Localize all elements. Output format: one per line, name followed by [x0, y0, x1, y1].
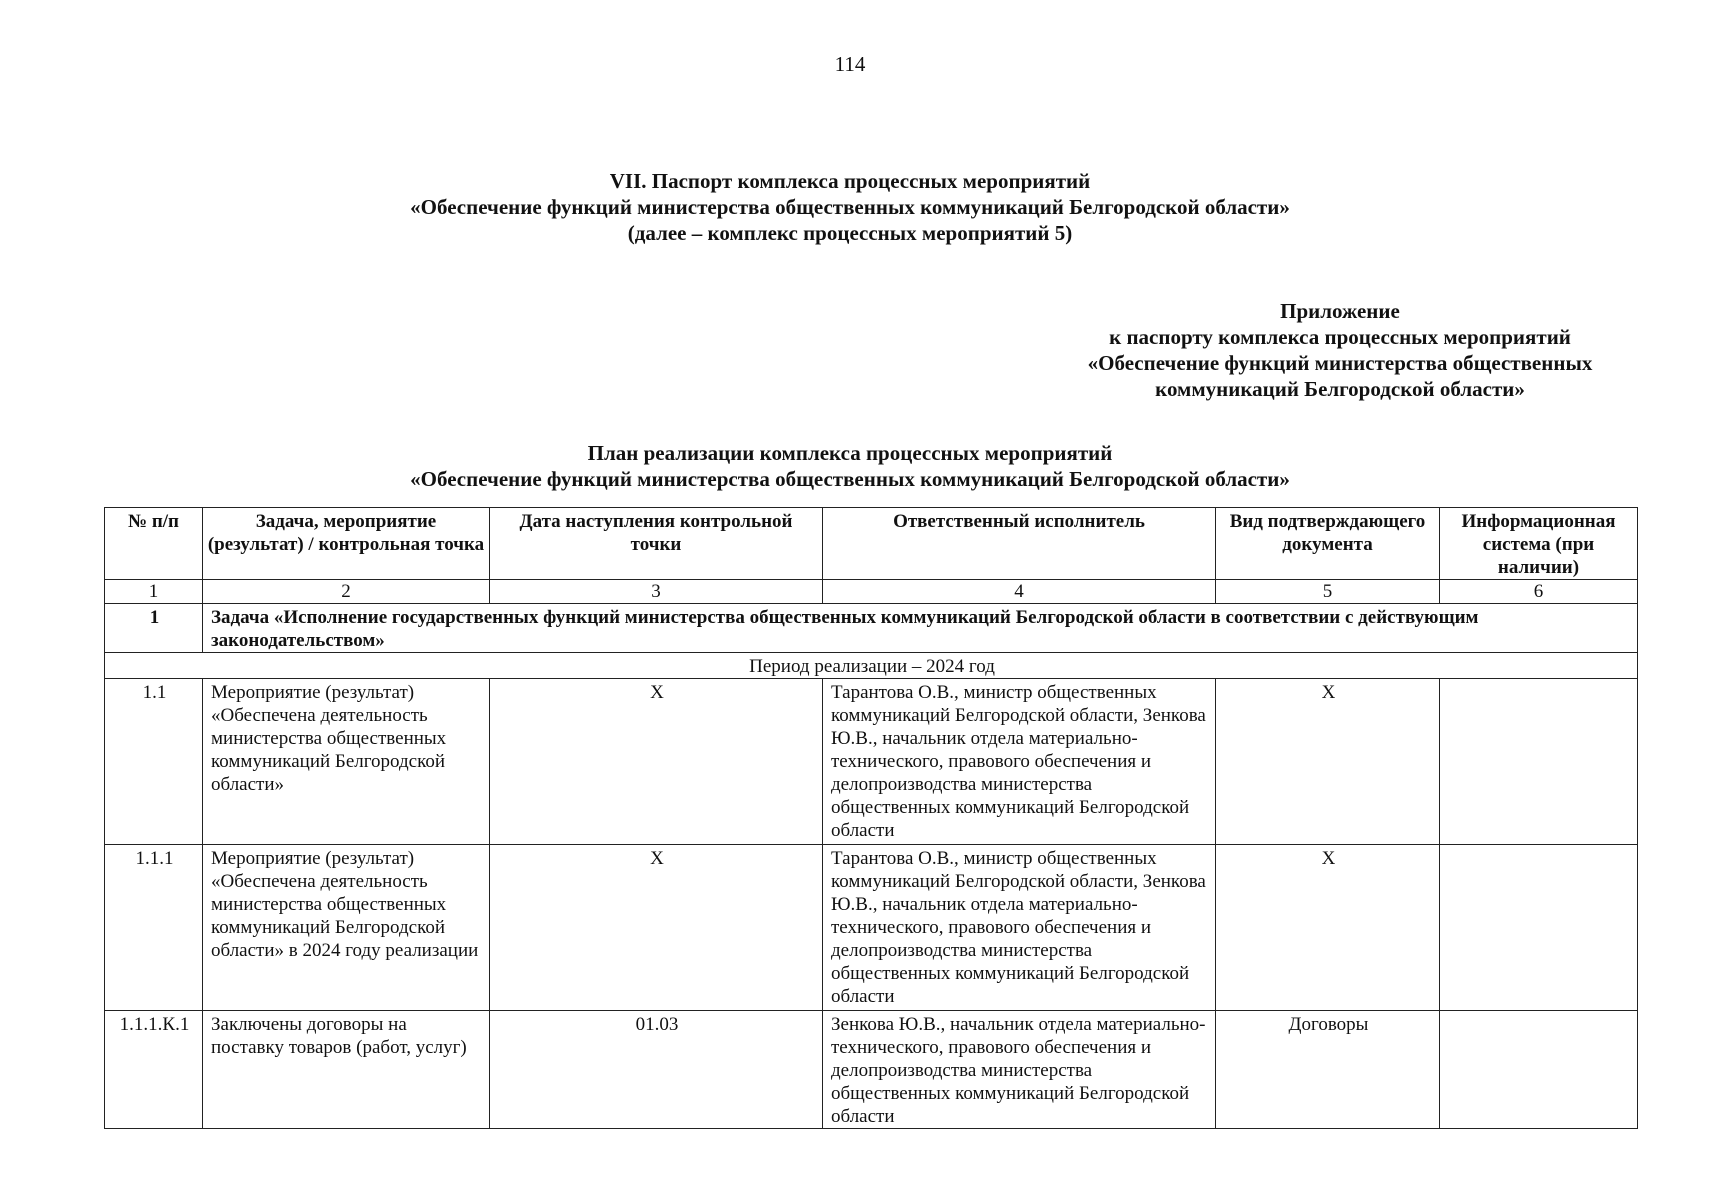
annex-line: коммуникаций Белгородской области»	[1155, 377, 1525, 401]
column-number-cell: 6	[1440, 580, 1638, 604]
row-date-cell: X	[490, 845, 823, 1011]
row-task-cell: Заключены договоры на поставку товаров (работ, услуг)	[203, 1011, 490, 1129]
task-text-cell: Задача «Исполнение государственных функций министерства общественных коммуникаций Белгородской области в соответствии с действующим законодательством»	[203, 604, 1638, 653]
column-number-cell: 5	[1216, 580, 1440, 604]
header-cell: Ответственный исполнитель	[823, 508, 1216, 580]
column-number-cell: 4	[823, 580, 1216, 604]
table-row	[105, 679, 1638, 845]
annex-line: Приложение	[1280, 299, 1400, 323]
row-number-cell: 1.1.1.К.1	[105, 1011, 203, 1129]
row-task-cell: Мероприятие (результат) «Обеспечена деятельность министерства общественных коммуникаций Белгородской области»	[203, 679, 490, 845]
row-document-cell: Договоры	[1216, 1011, 1440, 1129]
table-row	[105, 1011, 1638, 1129]
row-system-cell	[1440, 1011, 1638, 1129]
plan-title	[0, 440, 1700, 492]
period-row	[105, 653, 1638, 679]
passport-title	[0, 168, 1700, 246]
passport-title-line: VII. Паспорт комплекса процессных мероприятий	[609, 169, 1091, 193]
column-number-cell: 2	[203, 580, 490, 604]
column-number-cell: 3	[490, 580, 823, 604]
plan-title-line: План реализации комплекса процессных мероприятий	[587, 441, 1113, 465]
annex-heading	[1060, 298, 1620, 402]
row-number-cell: 1.1	[105, 679, 203, 845]
row-date-cell: 01.03	[490, 1011, 823, 1129]
column-number-cell: 1	[105, 580, 203, 604]
column-number-row	[105, 580, 1638, 604]
header-cell: Дата наступления контрольной точки	[490, 508, 823, 580]
annex-line: «Обеспечение функций министерства общественных	[1087, 351, 1593, 375]
row-task-cell: Мероприятие (результат) «Обеспечена деятельность министерства общественных коммуникаций Белгородской области» в 2024 году реализации	[203, 845, 490, 1011]
row-executor-cell: Зенкова Ю.В., начальник отдела материально-технического, правового обеспечения и делопроизводства министерства общественных коммуникаций Белгородской области	[823, 1011, 1216, 1129]
table-row	[105, 845, 1638, 1011]
annex-line: к паспорту комплекса процессных мероприятий	[1109, 325, 1571, 349]
page-number: 114	[834, 52, 866, 76]
row-document-cell: X	[1216, 845, 1440, 1011]
header-cell: № п/п	[105, 508, 203, 580]
row-system-cell	[1440, 679, 1638, 845]
plan-title-line: «Обеспечение функций министерства общественных коммуникаций Белгородской области»	[410, 467, 1290, 491]
header-cell: Задача, мероприятие (результат) / контрольная точка	[203, 508, 490, 580]
header-cell: Вид подтверждающего документа	[1216, 508, 1440, 580]
row-executor-cell: Тарантова О.В., министр общественных коммуникаций Белгородской области, Зенкова Ю.В., начальник отдела материально-технического, правового обеспечения и делопроизводства министерства общественных коммуникаций Белгородской области	[823, 845, 1216, 1011]
row-date-cell: X	[490, 679, 823, 845]
row-executor-cell: Тарантова О.В., министр общественных коммуникаций Белгородской области, Зенкова Ю.В., начальник отдела материально-технического, правового обеспечения и делопроизводства министерства общественных коммуникаций Белгородской области	[823, 679, 1216, 845]
passport-title-line: «Обеспечение функций министерства общественных коммуникаций Белгородской области»	[410, 195, 1290, 219]
plan-table	[104, 507, 1638, 1129]
period-cell: Период реализации – 2024 год	[105, 653, 1638, 679]
row-number-cell: 1.1.1	[105, 845, 203, 1011]
row-document-cell: X	[1216, 679, 1440, 845]
row-system-cell	[1440, 845, 1638, 1011]
header-cell: Информационная система (при наличии)	[1440, 508, 1638, 580]
task-number-cell: 1	[105, 604, 203, 653]
task-row	[105, 604, 1638, 653]
passport-title-line: (далее – комплекс процессных мероприятий 5)	[627, 221, 1073, 245]
table-header-row	[105, 508, 1638, 580]
